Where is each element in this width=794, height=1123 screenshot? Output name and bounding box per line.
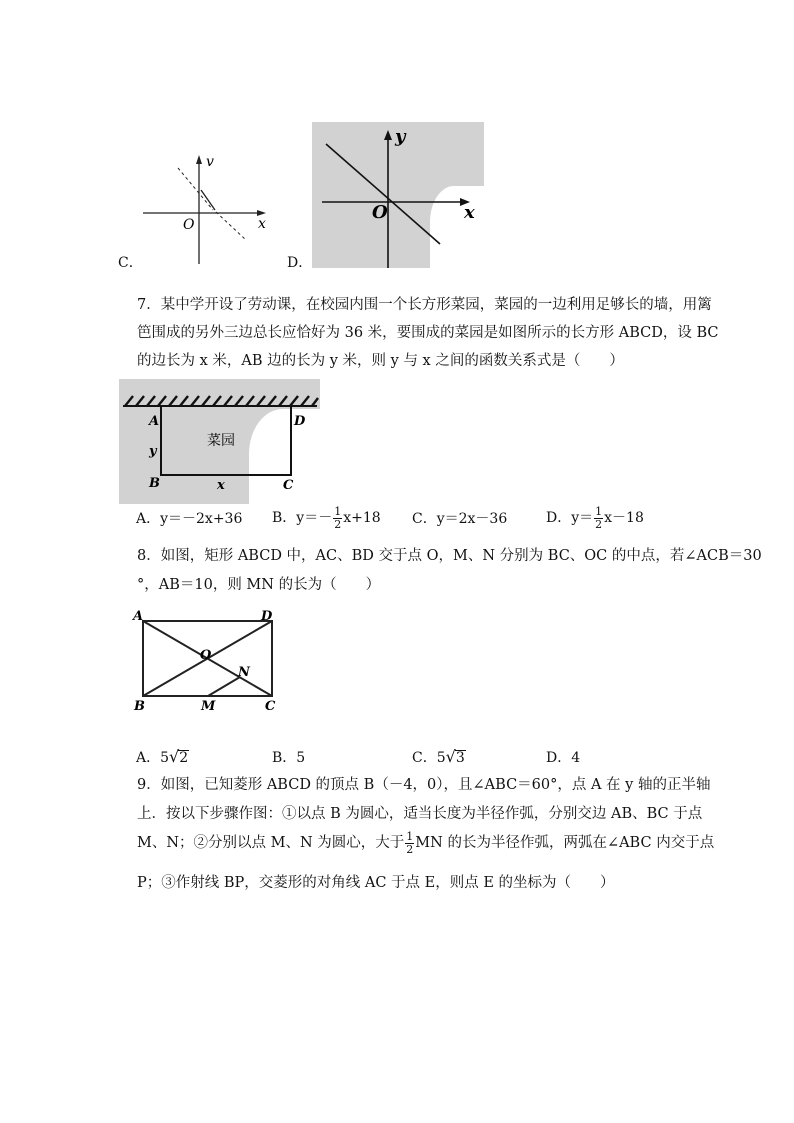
- segment-mn: [208, 677, 240, 696]
- point-b-label: B: [149, 476, 160, 491]
- x-axis-label: x: [464, 202, 475, 223]
- point-a-label: A: [149, 414, 160, 429]
- side-x-label: x: [217, 478, 225, 493]
- q9-line-4: P；③作射线 BP，交菱形的对角线 AC 于点 E，则点 E 的坐标为（ ）: [137, 875, 615, 891]
- q8-option-a: A．5√2: [136, 747, 189, 766]
- q8-rectangle-figure: [130, 606, 282, 712]
- y-axis-arrow: [196, 155, 202, 164]
- garden-label: 菜园: [207, 433, 235, 449]
- q8-option-d: D．4: [546, 750, 581, 766]
- q8-option-c: C．5√3: [412, 747, 465, 766]
- q9-line-3: M、N；②分别以点 M、N 为圆心，大于 $\frac{1}{2}$ MN 的长为半径作弧，两弧在∠ABC 内交于点: [137, 830, 715, 856]
- x-axis-label: x: [258, 216, 266, 232]
- option-d-photo: [312, 122, 484, 268]
- q7-line-1: 7．某中学开设了劳动课，在校园内围一个长方形菜园，菜园的一边利用足够长的墙，用篱: [137, 297, 712, 313]
- q7-option-c: C．y＝2x－36: [412, 511, 508, 527]
- point-d-label: D: [261, 609, 273, 624]
- y-axis-arrow: [384, 130, 392, 140]
- point-c-label: C: [283, 478, 294, 493]
- function-line: [326, 144, 440, 244]
- option-c-graph: [138, 150, 273, 268]
- origin-label: O: [372, 202, 388, 223]
- q7-option-d: D．y＝ $\frac{1}{2}$ x－18: [546, 505, 644, 531]
- y-axis-label: y: [395, 126, 406, 147]
- dashed-line-lower: [216, 212, 246, 240]
- q7-line-3: 的边长为 x 米，AB 边的长为 y 米，则 y 与 x 之间的函数关系式是（ ）: [137, 353, 624, 369]
- wall-hatching: [125, 396, 318, 406]
- q9-line-1: 9．如图，已知菱形 ABCD 的顶点 B（－4，0），且∠ABC＝60°，点 A 在 y 轴的正半轴: [137, 777, 711, 793]
- q9-line-2: 上．按以下步骤作图：①以点 B 为圆心，适当长度为半径作弧，分别交边 AB、BC 于点: [137, 806, 703, 822]
- point-n-label: N: [238, 665, 250, 680]
- q8-option-b: B．5: [272, 750, 306, 766]
- point-b-label: B: [134, 699, 145, 712]
- point-a-label: A: [133, 609, 144, 624]
- q8-line-2: °，AB＝10，则 MN 的长为（ ）: [137, 577, 381, 593]
- point-o-label: O: [200, 648, 212, 663]
- point-d-label: D: [294, 414, 306, 429]
- option-d-label: D．: [287, 255, 313, 271]
- q7-option-a: A．y＝－2x+36: [136, 511, 243, 527]
- point-m-label: M: [201, 699, 216, 712]
- fraction: $\frac{1}{2}$: [334, 505, 342, 531]
- fraction: $\frac{1}{2}$: [406, 830, 414, 856]
- dashed-line-upper: [178, 168, 213, 210]
- solid-segment: [201, 190, 215, 210]
- origin-label: O: [183, 217, 195, 233]
- y-axis-label: v: [206, 154, 214, 170]
- q7-figure-photo: [119, 379, 320, 504]
- option-c-label: C．: [118, 255, 143, 271]
- fraction: $\frac{1}{2}$: [595, 505, 603, 531]
- q7-option-b: B．y＝－ $\frac{1}{2}$ x+18: [272, 505, 381, 531]
- q7-line-2: 笆围成的另外三边总长应恰好为 36 米，要围成的菜园是如图所示的长方形 ABCD，设 BC: [137, 325, 719, 341]
- q8-line-1: 8．如图，矩形 ABCD 中，AC、BD 交于点 O，M、N 分别为 BC、OC 的中点，若∠ACB＝30: [137, 548, 762, 564]
- side-y-label: y: [149, 444, 157, 459]
- point-c-label: C: [265, 699, 276, 712]
